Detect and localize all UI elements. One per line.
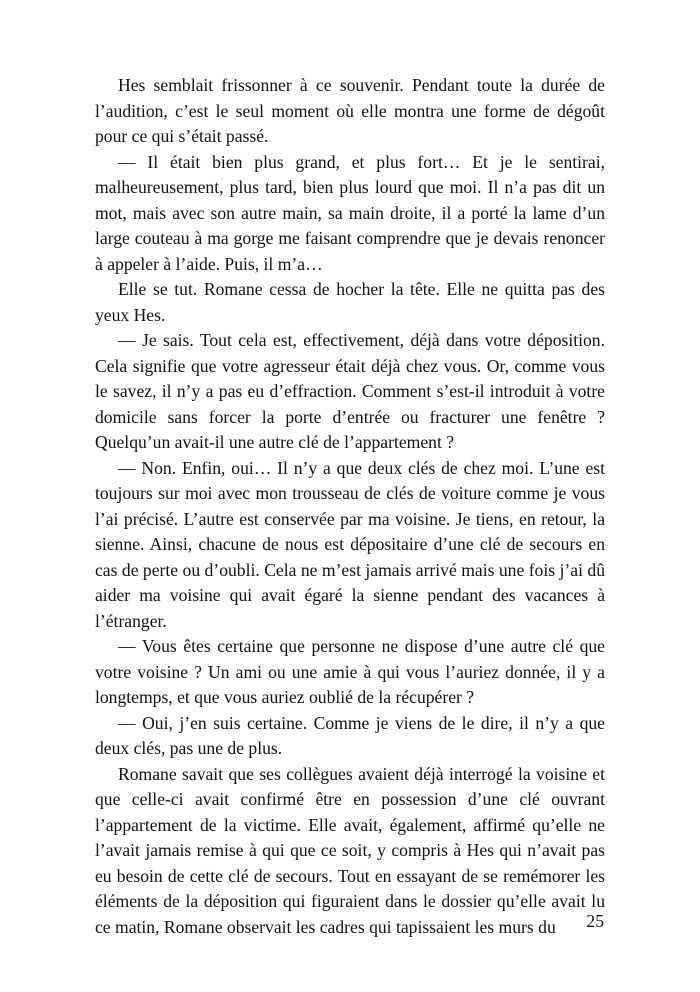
page-number: 25: [586, 911, 604, 931]
paragraph-1: Hes semblait frissonner à ce souvenir. Pendant toute la durée de l’audition, c’est le seul moment où elle montra une forme de dégoût pour ce qui s’était passé.: [95, 75, 605, 146]
paragraph-7: — Oui, j’en suis certaine. Comme je viens de le dire, il n’y a que deux clés, pas une de plus.: [95, 712, 605, 758]
paragraph-5: — Non. Enfin, oui… Il n’y a que deux clés de chez moi. L’une est toujours sur moi avec mon trousseau de clés de voiture comme je vous l’ai précisé. L’autre est conservée par ma voisine. Je tiens, en retour, la sienne. Ainsi, chacune de nous est dépositaire d’une clé de secours en cas de perte ou d’oubli. Cela ne m’est jamais arrivé mais une fois j’ai dû aider ma voisine qui avait égaré la sienne pendant des vacances à l’étranger.: [95, 457, 605, 631]
paragraph-3: Elle se tut. Romane cessa de hocher la tête. Elle ne quitta pas des yeux Hes.: [95, 279, 605, 325]
paragraph-2: — Il était bien plus grand, et plus fort… Et je le sentirai, malheureusement, plus tard, bien plus lourd que moi. Il n’a pas dit un mot, mais avec son autre main, sa main droite, il a porté la lame d’un large couteau à ma gorge me faisant comprendre que je devais renoncer à appeler à l’aide. Puis, il m’a…: [95, 151, 605, 274]
paragraph-8: Romane savait que ses collègues avaient déjà interrogé la voisine et que celle-ci avait confirmé être en possession d’une clé ouvrant l’appartement de la victime. Elle avait, également, affirmé qu’elle ne l’avait jamais remise à qui que ce soit, y compris à Hes qui n’avait pas eu besoin de cette clé de secours. Tout en essayant de se remémorer les éléments de la déposition qui figuraient dans le dossier qu’elle avait lu ce matin, Romane observait les cadres qui tapissaient les murs du: [95, 763, 605, 937]
body-text: [95, 73, 605, 940]
paragraph-4: — Je sais. Tout cela est, effectivement, déjà dans votre déposition. Cela signifie que votre agresseur était déjà chez vous. Or, comme vous le savez, il n’y a pas eu d’effraction. Comment s’est-il introduit à votre domicile sans forcer la porte d’entrée ou fracturer une fenêtre ? Quelqu’un avait-il une autre clé de l’appartement ?: [95, 330, 605, 452]
paragraph-6: — Vous êtes certaine que personne ne dispose d’une autre clé que votre voisine ? Un ami ou une amie à qui vous l’auriez donnée, il y a longtemps, et que vous auriez oublié de la récupérer ?: [95, 636, 605, 707]
